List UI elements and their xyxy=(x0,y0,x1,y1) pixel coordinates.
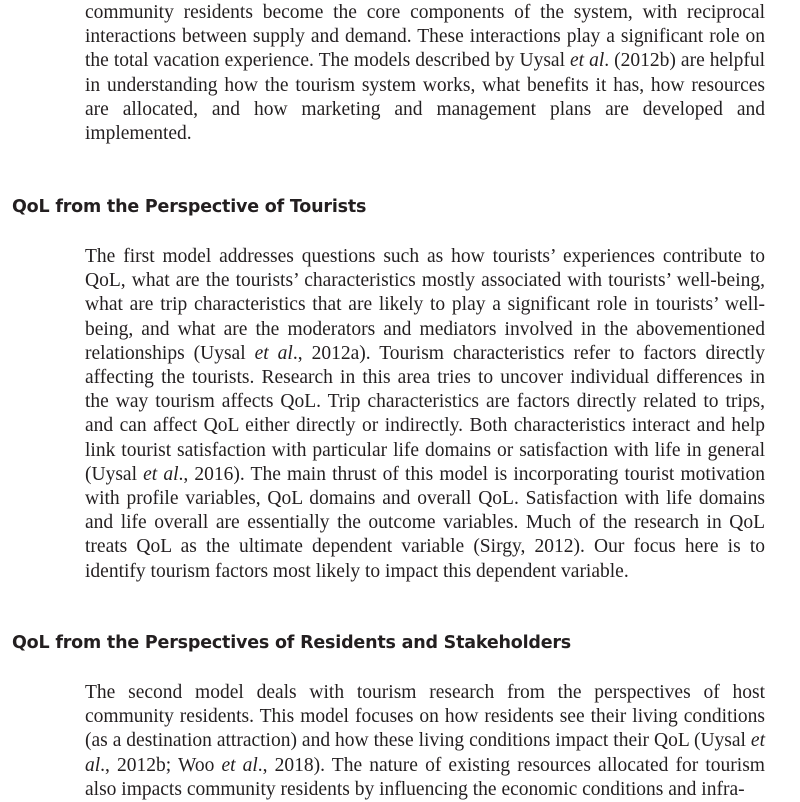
italic-et-al: et al xyxy=(254,342,293,364)
tourists-paragraph xyxy=(85,245,765,584)
text-run: ., 2018). The nature of existing resources allocated for tourism also impacts community residents by influencing the economic conditions and infra- xyxy=(85,754,765,800)
italic-et-al: et al xyxy=(143,463,179,485)
italic-et-al: et al xyxy=(85,730,765,776)
text-run: ., 2012b; Woo xyxy=(100,754,222,776)
italic-et-al: et al xyxy=(221,754,258,776)
section-heading-residents: QoL from the Perspectives of Residents and Stakeholders xyxy=(12,633,572,653)
italic-et-al: et al xyxy=(570,50,605,72)
text-run: ., 2016). The main thrust of this model is incorporating tourist motivation with profile variables, QoL domains and overall QoL. Satisfaction with life domains and life overall are essentially the outcome variables. Much of the research in QoL treats QoL as the ultimate dependent variable (Sirgy, 2012). Our focus here is to identify tourism factors most likely to impact this dependent variable. xyxy=(85,463,765,582)
text-run: community residents become the core components of the system, with reciprocal interactions between supply and demand. These interactions play a significant role on the total vacation experience. The models described by Uysal xyxy=(85,2,765,72)
text-run: . (2012b) are helpful in understanding how the tourism system works, what benefits it has, how resources are allocated, and how marketing and management plans are developed and implemented. xyxy=(85,50,765,145)
section-heading-tourists: QoL from the Perspective of Tourists xyxy=(12,197,367,217)
text-run: The second model deals with tourism research from the perspectives of host community residents. This model focuses on how residents see their living conditions (as a destination attraction) and how these living conditions impact their QoL (Uysal xyxy=(85,682,765,752)
intro-paragraph xyxy=(85,1,765,146)
text-run: The first model addresses questions such as how tourists’ experiences contribute to QoL, what are the tourists’ characteristics mostly associated with tourists’ well-being, what are trip characteristics that are likely to play a significant role in tourists’ well-being, and what are the moderators and mediators involved in the abovementioned relationships (Uysal xyxy=(85,246,765,364)
text-run: ., 2012a). Tourism characteristics refer to factors directly affecting the tourists. Research in this area tries to uncover individual differences in the way tourism affects QoL. Trip characteristics are factors directly related to trips, and can affect QoL either directly or indirectly. Both characteristics interact and help link tourist satisfaction with particular life domains or satisfaction with life in general (Uysal xyxy=(85,342,765,485)
residents-paragraph xyxy=(85,681,765,802)
